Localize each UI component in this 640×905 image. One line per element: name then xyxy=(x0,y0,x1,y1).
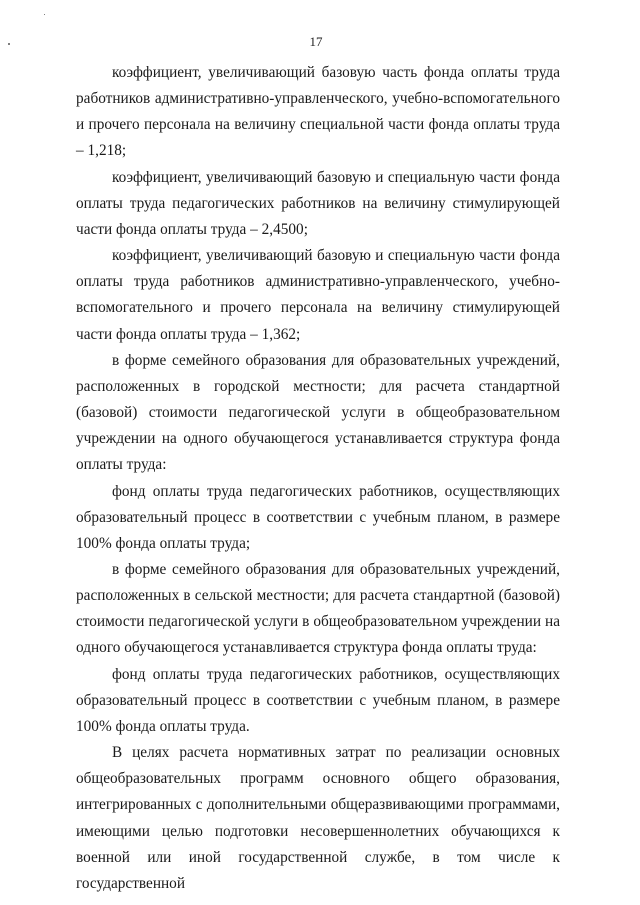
paragraph-family-education-rural: в форме семейного образования для образовательных учреждений, расположенных в сельской местности; для расчета стандартной (базовой) стоимости педагогической услуги в общеобразовательном учреждении на одного обучающегося устанавливается структура фонда оплаты труда: xyxy=(76,560,560,657)
paragraph-normative-costs-intro: В целях расчета нормативных затрат по реализации основных общеобразовательных программ основного общего образования, интегрированных с дополнительными общеразвивающими программами, имеющими целью подготовки несовершеннолетних обучающихся к военной или иной государственной службе, в том числе к государственной xyxy=(76,744,560,892)
paragraph-family-education-urban: в форме семейного образования для образовательных учреждений, расположенных в городской местности; для расчета стандартной (базовой) стоимости педагогической услуги в общеобразовательном учреждении на одного обучающегося устанавливается структура фонда оплаты труда: xyxy=(76,351,560,474)
paragraph-coefficient-aup-special: коэффициент, увеличивающий базовую часть фонда оплаты труда работников административно-управленческого, учебно-вспомогательного и прочего персонала на величину специальной части фонда оплаты труда – 1,218; xyxy=(76,64,560,160)
body-text xyxy=(76,60,560,897)
paragraph-wage-fund-rural: фонд оплаты труда педагогических работников, осуществляющих образовательный процесс в соответствии с учебным планом, в размере 100% фонда оплаты труда. xyxy=(76,665,560,735)
paragraph-coefficient-pedagogical-stimulating: коэффициент, увеличивающий базовую и специальную части фонда оплаты труда педагогических работников на величину стимулирующей части фонда оплаты труда – 2,4500; xyxy=(76,168,560,238)
paragraph-coefficient-aup-stimulating: коэффициент, увеличивающий базовую и специальную части фонда оплаты труда работников административно-управленческого, учебно-вспомогательного и прочего персонала на величину стимулирующей части фонда оплаты труда – 1,362; xyxy=(76,247,560,343)
scan-speck xyxy=(8,43,10,45)
paragraph-wage-fund-urban: фонд оплаты труда педагогических работников, осуществляющих образовательный процесс в соответствии с учебным планом, в размере 100% фонда оплаты труда; xyxy=(76,482,560,552)
scan-speck xyxy=(44,14,45,15)
page-number: 17 xyxy=(309,34,323,49)
